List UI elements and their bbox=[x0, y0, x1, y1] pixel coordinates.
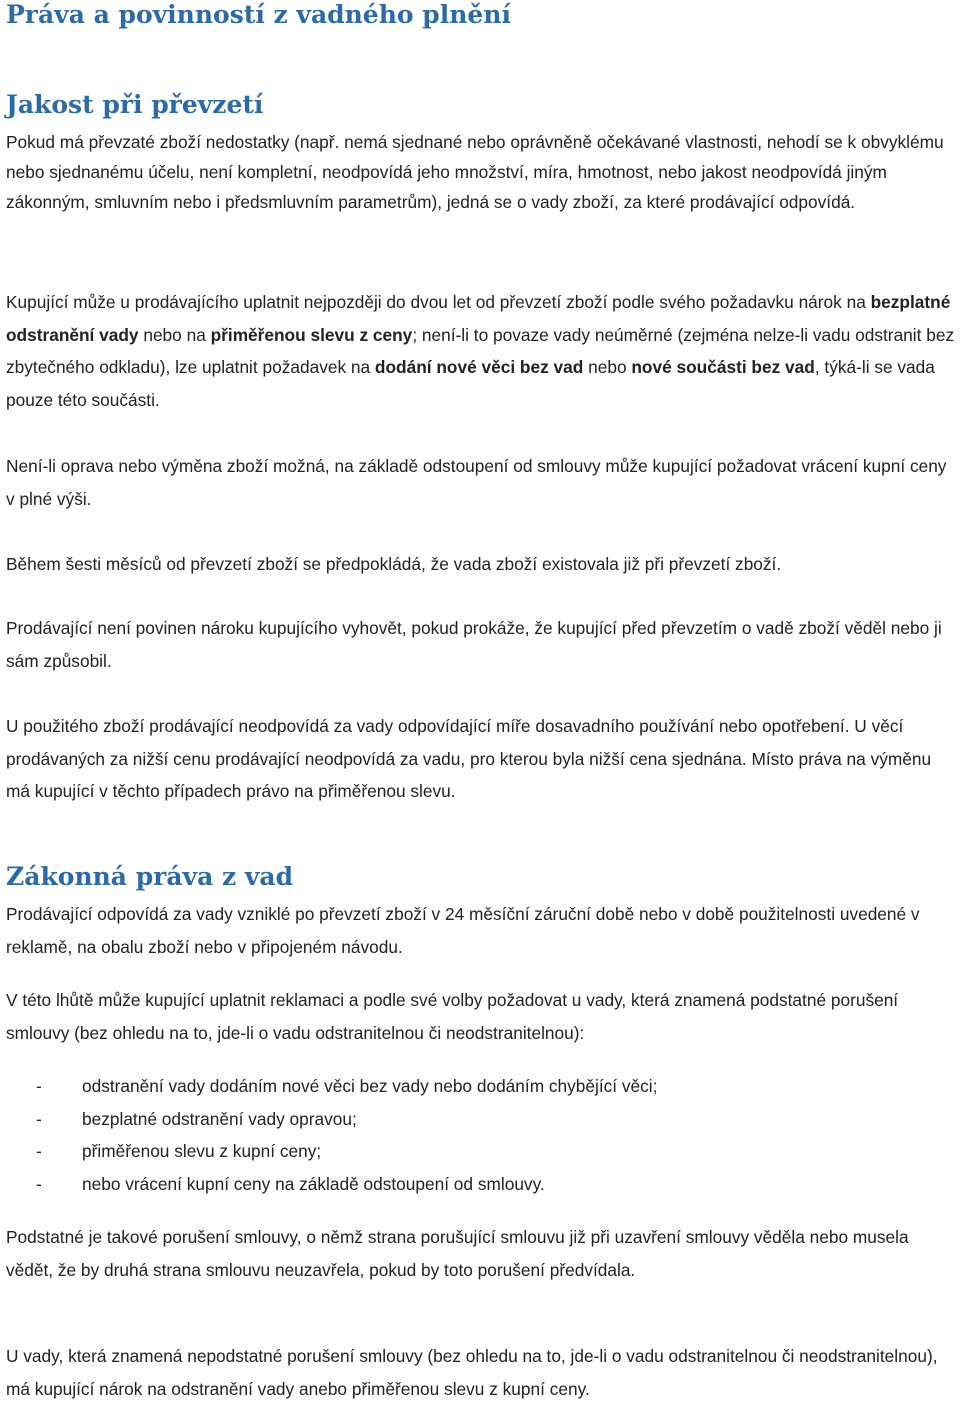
list-item: - bezplatné odstranění vady opravou; bbox=[6, 1103, 956, 1136]
list-item: - nebo vrácení kupní ceny na základě odstoupení od smlouvy. bbox=[6, 1168, 956, 1201]
section-heading-jakost: Jakost při převzetí bbox=[6, 90, 264, 119]
list-dash: - bbox=[36, 1076, 42, 1096]
paragraph-seller-exemption: Prodávající není povinen nároku kupujícího vyhovět, pokud prokáže, že kupující před převzetím o vadě zboží věděl nebo ji sám způsobil. bbox=[6, 618, 942, 671]
bold-term-new-item: dodání nové věci bez vad bbox=[374, 357, 584, 377]
section-heading-zakonna-prava: Zákonná práva z vad bbox=[6, 862, 294, 891]
list-dash: - bbox=[36, 1173, 42, 1194]
bold-term-discount: přiměřenou slevu z ceny bbox=[210, 324, 413, 345]
page-title: Práva a povinností z vadného plnění bbox=[6, 0, 512, 29]
paragraph-claim-options: V této lhůtě může kupující uplatnit reklamaci a podle své volby požadovat u vady, která znamená podstatné porušení smlouvy (bez ohledu na to, jde-li o vadu odstranitelnou či neodstranitelnou): bbox=[6, 990, 899, 1043]
paragraph-intro: Pokud má převzaté zboží nedostatky (např. nemá sjednané nebo oprávněně očekávané vlastnosti, nehodí se k obvyklému nebo sjednanému účelu, není kompletní, neodpovídá jeho množství, míra, hmotnost, nebo jakost neodpovídá jiným zákonným, smluvním nebo i předsmluvním parametrům), jedná se o vady zboží, za které prodávající odpovídá. bbox=[6, 132, 944, 212]
paragraph-material-breach: Podstatné je takové porušení smlouvy, o němž strana porušující smlouvu již při uzavření smlouvy věděla nebo musela vědět, že by druhá strana smlouvu neuzavřela, pokud by toto porušení předvídala. bbox=[6, 1227, 909, 1280]
bold-term-new-part: nové součásti bez vad bbox=[631, 357, 815, 377]
list-item: - přiměřenou slevu z kupní ceny; bbox=[6, 1135, 956, 1168]
remedy-list bbox=[6, 1070, 956, 1200]
paragraph-refund: Není-li oprava nebo výměna zboží možná, na základě odstoupení od smlouvy může kupující požadovat vrácení kupní ceny v plné výši. bbox=[6, 456, 947, 509]
paragraph-minor-breach: U vady, která znamená nepodstatné porušení smlouvy (bez ohledu na to, jde-li o vadu odstranitelnou či neodstranitelnou), má kupující nárok na odstranění vady anebo přiměřenou slevu z kupní ceny. bbox=[6, 1346, 938, 1399]
bold-term-free-repair: bezplatné odstranění vady bbox=[6, 292, 951, 345]
list-item: - odstranění vady dodáním nové věci bez vady nebo dodáním chybějící věci; bbox=[6, 1070, 956, 1103]
list-dash: - bbox=[36, 1108, 42, 1129]
paragraph-warranty-period: Prodávající odpovídá za vady vzniklé po převzetí zboží v 24 měsíční záruční době nebo v době použitelnosti uvedené v reklamě, na obalu zboží nebo v připojeném návodu. bbox=[6, 904, 920, 957]
paragraph-six-months: Během šesti měsíců od převzetí zboží se předpokládá, že vada zboží existovala již při převzetí zboží. bbox=[6, 554, 782, 574]
paragraph-used-goods: U použitého zboží prodávající neodpovídá za vady odpovídající míře dosavadního používání nebo opotřebení. U věcí prodávaných za nižší cenu prodávající neodpovídá za vadu, pro kterou byla nižší cena sjednána. Místo práva na výměnu má kupující v těchto případech právo na přiměřenou slevu. bbox=[6, 716, 932, 801]
list-dash: - bbox=[36, 1141, 42, 1161]
paragraph-claims: Kupující může u prodávajícího uplatnit nejpozději do dvou let od převzetí zboží podle svého požadavku nárok na bezplatné odstranění vady nebo na přiměřenou slevu z ceny; není-li to povaze vady neúměrné (zejména nelze-li vadu odstranit bez zbytečného odkladu), lze uplatnit požadavek na dodání nové věci bez vad nebo nové součásti bez vad, týká-li se vada pouze této součásti. bbox=[6, 292, 955, 410]
